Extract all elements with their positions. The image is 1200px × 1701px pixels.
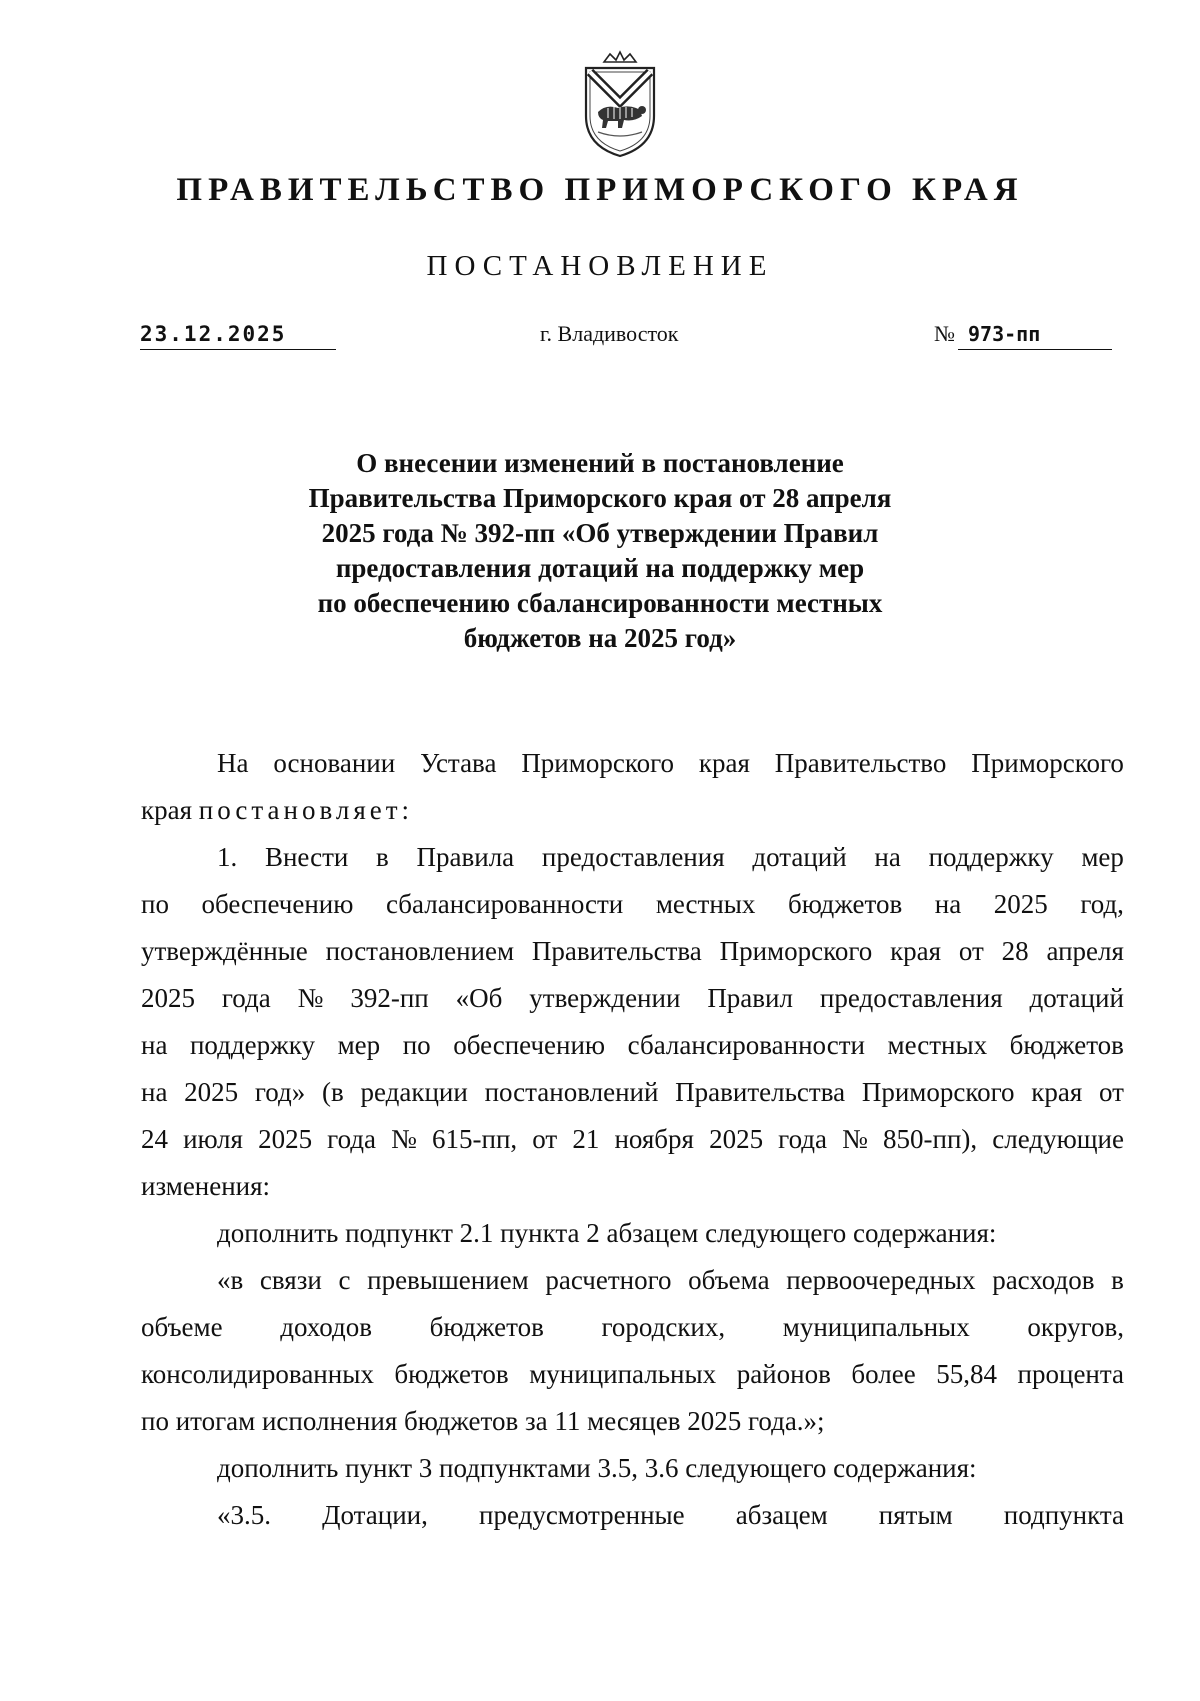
body-word: Правительство [774, 748, 947, 778]
body-word: предусмотренные [479, 1500, 685, 1530]
body-word: 2025 [993, 889, 1048, 919]
body-word: 2025 [258, 1124, 313, 1154]
body-line [141, 1351, 1124, 1398]
subject-line: бюджетов на 2025 год» [463, 623, 737, 653]
body-word: предоставления [541, 842, 725, 872]
body-word: сбалансированности [385, 889, 624, 919]
body-word: от [1099, 1077, 1124, 1107]
enacting-word: постановляет: [198, 795, 414, 825]
body-word: (в [322, 1077, 344, 1107]
number-underline [958, 349, 1112, 350]
government-title: ПРАВИТЕЛЬСТВО ПРИМОРСКОГО КРАЯ [176, 172, 1024, 208]
body-word: на [141, 1030, 168, 1060]
body-word: апреля [1046, 936, 1124, 966]
document-subject [300, 446, 900, 656]
number-sign: № [934, 321, 955, 346]
body-word: местных [655, 889, 756, 919]
body-word: мер [1081, 842, 1124, 872]
body-word: Устава [420, 748, 497, 778]
body-word: 615-пп, [432, 1124, 518, 1154]
body-word: предоставления [819, 983, 1003, 1013]
body-word: связи [259, 1265, 322, 1295]
body-word: На [217, 748, 249, 778]
body-word: 1. [217, 842, 238, 872]
body-word: Дотации, [322, 1500, 428, 1530]
body-word: консолидированных [141, 1359, 374, 1389]
body-word: на [934, 889, 962, 919]
body-line [141, 740, 1124, 787]
body-word: дотаций [1029, 983, 1124, 1013]
body-word: постановлением [325, 936, 515, 966]
body-word: более [851, 1359, 916, 1389]
subject-line: 2025 года № 392-пп «Об утверждении Правил [321, 518, 879, 548]
subject-line: Правительства Приморского края от 28 апреля [308, 483, 892, 513]
body-word: от [958, 936, 984, 966]
document-body [141, 740, 1124, 1539]
body-word: муниципальных [782, 1312, 970, 1342]
body-word: год, [1080, 889, 1124, 919]
body-word: год» [254, 1077, 306, 1107]
body-line: изменения: [141, 1171, 271, 1201]
body-word: 2025 [184, 1077, 239, 1107]
body-word: доходов [280, 1312, 372, 1342]
body-line [141, 881, 1124, 928]
body-word: поддержку [928, 842, 1054, 872]
body-word: 850-пп), [883, 1124, 978, 1154]
body-word: 2025 [141, 983, 195, 1013]
body-word: июля [183, 1124, 243, 1154]
body-word: расходов [992, 1265, 1095, 1295]
body-line [141, 1304, 1124, 1351]
body-word: мер [337, 1030, 381, 1060]
body-word: края [1031, 1077, 1083, 1107]
body-word: в [1111, 1265, 1124, 1295]
body-word: пятым [878, 1500, 953, 1530]
body-word: объеме [141, 1312, 223, 1342]
body-word: округов, [1027, 1312, 1124, 1342]
body-word: № [842, 1124, 868, 1154]
body-word: на [874, 842, 901, 872]
body-word: 2025 [709, 1124, 764, 1154]
body-word: городских, [601, 1312, 726, 1342]
body-word: утверждении [529, 983, 681, 1013]
subject-line: предоставления дотаций на поддержку мер [335, 553, 865, 583]
body-word: подпункта [1003, 1500, 1124, 1530]
body-word: обеспечению [453, 1030, 606, 1060]
body-line [141, 1069, 1124, 1116]
body-word: 392-пп [350, 983, 429, 1013]
body-word: года [221, 983, 271, 1013]
document-type: ПОСТАНОВЛЕНИЕ [426, 250, 774, 282]
body-line [141, 787, 1124, 834]
body-word: Приморского [719, 936, 873, 966]
body-word: на [141, 1077, 168, 1107]
body-word: районов [736, 1359, 831, 1389]
body-word: по [402, 1030, 431, 1060]
body-word: № [391, 1124, 417, 1154]
body-word: Приморского [861, 1077, 1015, 1107]
body-word: «3.5. [217, 1500, 271, 1530]
body-word: объема [688, 1265, 770, 1295]
body-line [141, 1492, 1124, 1539]
date-underline [140, 349, 336, 350]
body-word: ноября [614, 1124, 694, 1154]
body-word: постановлений [484, 1077, 659, 1107]
body-line: дополнить пункт 3 подпунктами 3.5, 3.6 следующего содержания: [217, 1453, 977, 1483]
body-line [141, 1257, 1124, 1304]
body-word: утверждённые [141, 936, 308, 966]
document-city: г. Владивосток [540, 321, 679, 346]
body-word: расчетного [545, 1265, 672, 1295]
body-word: первоочередных [786, 1265, 976, 1295]
body-word: от [532, 1124, 558, 1154]
body-line [141, 1022, 1124, 1069]
document-date: 23.12.2025 [140, 322, 287, 346]
body-word: края [698, 748, 750, 778]
body-word: «Об [455, 983, 503, 1013]
body-text: края [141, 795, 199, 825]
body-word: Правительства [531, 936, 702, 966]
coat-of-arms-icon [578, 50, 662, 160]
body-word: № [297, 983, 324, 1013]
body-word: основании [273, 748, 396, 778]
body-word: года [327, 1124, 377, 1154]
subject-line: по обеспечению сбалансированности местных [317, 588, 883, 618]
body-word: Правительства [675, 1077, 846, 1107]
body-line [141, 834, 1124, 881]
body-word: 24 [141, 1124, 168, 1154]
body-word: бюджетов [429, 1312, 544, 1342]
body-word: муниципальных [529, 1359, 717, 1389]
body-line: дополнить подпункт 2.1 пункта 2 абзацем следующего содержания: [217, 1218, 997, 1248]
body-word: бюджетов [394, 1359, 509, 1389]
body-word: по [141, 889, 169, 919]
body-line: по итогам исполнения бюджетов за 11 месяцев 2025 года.»; [141, 1406, 825, 1436]
body-word: Правил [707, 983, 793, 1013]
body-word: сбалансированности [627, 1030, 865, 1060]
body-word: края [890, 936, 942, 966]
body-word: в [376, 842, 389, 872]
body-word: следующие [992, 1124, 1124, 1154]
body-word: Приморского [971, 748, 1124, 778]
subject-line: О внесении изменений в постановление [356, 448, 844, 478]
body-word: редакции [360, 1077, 468, 1107]
body-word: 21 [572, 1124, 600, 1154]
body-word: с [338, 1265, 351, 1295]
body-word: «в [217, 1265, 244, 1295]
body-word: Внести [264, 842, 349, 872]
body-line [141, 1116, 1124, 1163]
body-word: Правила [416, 842, 515, 872]
body-word: Приморского [521, 748, 674, 778]
body-word: года [778, 1124, 828, 1154]
document-number: 973-пп [968, 322, 1041, 346]
body-word: 55,84 [936, 1359, 997, 1389]
body-word: местных [887, 1030, 988, 1060]
body-line [141, 928, 1124, 975]
body-word: бюджетов [787, 889, 903, 919]
body-word: превышением [367, 1265, 529, 1295]
body-word: абзацем [735, 1500, 828, 1530]
body-word: поддержку [189, 1030, 316, 1060]
body-word: дотаций [752, 842, 847, 872]
body-line [141, 975, 1124, 1022]
body-word: обеспечению [201, 889, 354, 919]
body-word: 28 [1001, 936, 1029, 966]
body-word: бюджетов [1009, 1030, 1124, 1060]
body-word: процента [1017, 1359, 1124, 1389]
